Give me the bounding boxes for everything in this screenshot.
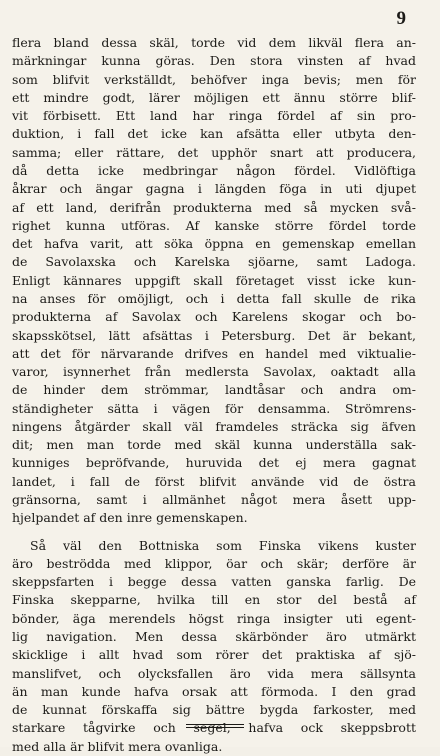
- text-line: lig navigation. Men dessa skärbönder äro utmärkt: [12, 629, 416, 644]
- text-line: åkrar och ängar gagna i längden föga in uti djupet: [12, 181, 416, 197]
- text-line: produkterna af Savolax och Karelens skogar och bo-: [12, 309, 416, 325]
- text-line: de Savolaxska och Karelska sjöarne, samt Ladoga.: [12, 254, 416, 270]
- text-line: skapsskötsel, lätt afsättas i Petersburg. Det är bekant,: [12, 327, 416, 343]
- text-line: att det för närvarande drifves en handel med viktualie-: [12, 345, 416, 361]
- text-line: ett mindre godt, lärer möjligen ett ännu större blif-: [12, 89, 416, 105]
- text-line: na anses för omöjligt, och i detta fall skulle de rika: [12, 290, 416, 306]
- text-line: ständigheter sätta i vägen för densamma. Strömrens-: [12, 400, 416, 416]
- text-line: märkningar kunna göras. Den stora vinsten af hvad: [12, 53, 416, 69]
- text-line: med alla är blifvit mera ovanliga.: [12, 738, 223, 754]
- text-line: gränsorna, samt i allmänhet något mera åsett upp-: [12, 492, 416, 508]
- text-line: som blifvit verkställdt, behöfver inga bevis; men för: [12, 71, 416, 87]
- text-line: varor, isynnerhet från medlersta Savolax, oaktadt alla: [12, 364, 416, 380]
- paragraph: [12, 34, 416, 528]
- text-line: duktion, i fall det icke kan afsätta eller utbyta den-: [12, 126, 416, 142]
- text-line: Enligt kännares uppgift skall företaget visst icke kun-: [12, 272, 416, 288]
- text-line: landet, i fall de först blifvit använde vid de östra: [12, 473, 416, 489]
- text-line: de hinder dem strömmar, landtåsar och andra om-: [12, 382, 416, 398]
- text-line: Så väl den Bottniska som Finska vikens kuster: [30, 537, 416, 553]
- text-line: det hafva varit, att söka öppna en gemenskap emellan: [12, 236, 416, 252]
- text-line: starkare tågvirke och segel, hafva ock skeppsbrott: [12, 720, 416, 736]
- text-line: vit förbisett. Ett land har ringa fördel af sin pro-: [12, 108, 416, 124]
- text-line: samma; eller rättare, det upphör snart att producera,: [12, 144, 416, 160]
- text-line: då detta icke medbringar någon fördel. Vidlöftiga: [12, 162, 416, 178]
- text-line: hjelpandet af den inre gemenskapen.: [12, 510, 248, 526]
- text-line: Finska skepparne, hvilka till en stor del bestå af: [12, 592, 416, 608]
- text-line: de kunnat förskaffa sig bättre bygda farkoster, med: [12, 702, 416, 718]
- text-line: af ett land, derifrån produkterna med så mycken svå-: [12, 199, 416, 215]
- text-line: flera bland dessa skäl, torde vid dem likväl flera an-: [12, 35, 416, 50]
- text-line: manslifvet, och olycksfallen äro vida mera sällsynta: [12, 665, 416, 681]
- body-text: [12, 34, 416, 756]
- text-line: ningens åtgärder skall väl framdeles sträcka sig äfven: [12, 418, 416, 434]
- text-line: skeppsfarten i begge dessa vatten ganska farlig. De: [12, 574, 416, 590]
- footer-rule: [186, 724, 244, 725]
- text-line: än man kunde hafva orsak att förmoda. I den grad: [12, 683, 416, 699]
- text-line: äro beströdda med klippor, öar och skär; derföre är: [12, 555, 416, 571]
- text-line: kunniges bepröfvande, huruvida det ej mera gagnat: [12, 455, 416, 471]
- text-line: bönder, äga merendels högst ringa insigter uti egent-: [12, 610, 416, 626]
- page-number: 9: [396, 8, 406, 29]
- text-line: righet kunna utföras. Af kanske större fördel torde: [12, 217, 416, 233]
- text-line: skicklige i allt hvad som rörer det praktiska af sjö-: [12, 647, 416, 663]
- text-line: dit; men man torde med skäl kunna underställa sak-: [12, 437, 416, 453]
